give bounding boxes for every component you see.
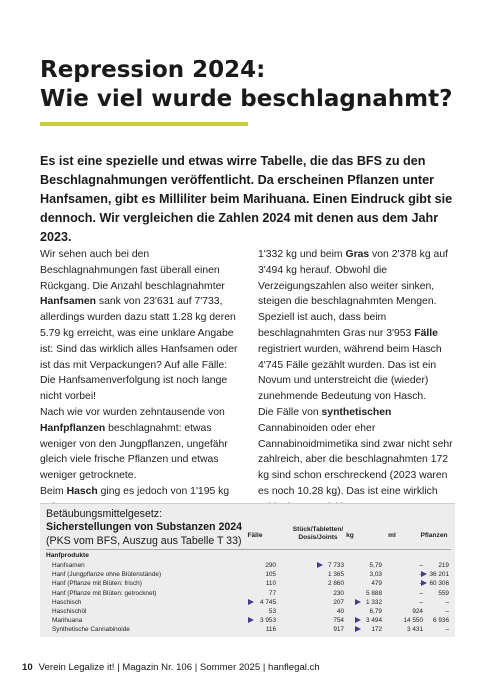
paragraph: Die Fälle von synthetischen Cannabinoiden oder eher Cannabinoidmimetika sind zwar nicht sehr zahlreich, aber die beschlagnahmten 172 kg sind schon erschreckend (2023 waren es noch 10.28 kg). Das ist eine wirklich (258, 406, 453, 497)
table-row (46, 589, 451, 598)
table-row (46, 616, 451, 625)
cell-faelle: 3 953 (260, 617, 276, 625)
row-label: Haschisch (52, 598, 82, 606)
row-label: Marihuana (52, 617, 83, 625)
row-label: Hanf (Jungpflanze ohne Blütenstände) (52, 571, 162, 579)
page-footer (22, 662, 320, 674)
cell-pflanzen: – (445, 598, 449, 606)
increase-marker-icon (355, 626, 361, 632)
row-label: Hanf (Pflanze mit Blüten: getrocknet) (52, 589, 157, 597)
increase-marker-icon (355, 599, 361, 605)
increase-marker-icon (317, 562, 323, 568)
cell-kg: 3 494 (366, 617, 382, 625)
cell-stueck: 2 860 (328, 580, 344, 588)
cell-stueck: 1 365 (328, 571, 344, 579)
column-header-stueck: Stück/Tabletten/ Dosis/Joints (292, 526, 344, 541)
cell-kg: 5,79 (369, 562, 382, 569)
seizures-table (40, 503, 455, 637)
cell-stueck: 7 733 (328, 562, 344, 569)
title-line-1: Repression 2024: (40, 57, 266, 83)
cell-kg: 1 332 (366, 598, 382, 606)
cell-kg: 479 (371, 580, 382, 588)
title-line-2: Wie viel wurde beschlagnahmt? (40, 86, 453, 112)
column-header-ml: ml (388, 532, 396, 539)
table-divider (46, 549, 451, 550)
cell-faelle: 4 745 (260, 598, 276, 606)
body-column-left (40, 247, 238, 516)
cell-faelle: 105 (265, 571, 276, 579)
column-header-faelle: Fälle (247, 532, 263, 539)
cell-stueck: 917 (333, 626, 344, 634)
table-row (46, 625, 451, 634)
row-label: Synthetische Cannabinoide (52, 626, 130, 634)
table-row (46, 598, 451, 607)
cell-ml: – (419, 580, 423, 588)
cell-stueck: 754 (333, 617, 344, 625)
row-label: Haschischöl (52, 608, 87, 615)
table-heading-2: Sicherstellungen von Substanzen 2024 (46, 521, 243, 533)
table-row (46, 570, 451, 579)
cell-ml: – (419, 571, 423, 579)
cell-kg: 172 (371, 626, 382, 634)
column-header-pflanzen: Pflanzen (420, 532, 448, 539)
paragraph: 1'332 kg und beim Gras von 2'378 kg auf 3'494 kg herauf. Obwohl die Verzeigungszahlen also weiter sinken, steigen die beschlagnahmten Mengen. (258, 249, 448, 308)
table-row (46, 607, 451, 616)
column-header-kg: kg (346, 532, 354, 539)
cell-pflanzen: – (445, 626, 449, 634)
cell-faelle: 110 (265, 580, 276, 588)
cell-faelle: 77 (268, 589, 276, 597)
increase-marker-icon (248, 599, 254, 605)
cell-ml: 3 431 (407, 626, 423, 634)
paragraph: Wir sehen auch bei den Beschlagnahmungen fast überall einen Rückgang. Die Anzahl beschlagnahmter Hanfsamen sank von 23'631 auf 7'733, allerdings wurden dazu statt 1.28 kg deren 5.79 kg erreicht, was eine unklare Angabe ist: Sind das wirklich alles Hanfsamen oder ist das mit Verpackungen? Auf alle Fälle: Die Hanfsamenverfolgung ist noch lange nicht vorbei! (40, 249, 238, 403)
increase-marker-icon (248, 617, 254, 623)
cell-pflanzen: 60 306 (429, 580, 449, 588)
cell-faelle: 116 (265, 626, 276, 634)
cell-ml: 924 (412, 608, 423, 615)
cell-stueck: 40 (336, 608, 344, 615)
body-column-right (258, 247, 456, 516)
cell-stueck: 207 (333, 598, 344, 606)
cell-pflanzen: 559 (438, 589, 449, 597)
cell-faelle: 290 (265, 562, 276, 569)
cell-ml: 14 550 (403, 617, 423, 625)
table-heading-1: Betäubungsmittelgesetz: (46, 508, 163, 520)
cell-kg: 3,03 (369, 571, 382, 579)
page-number: 10 (22, 662, 33, 673)
table-heading-3: (PKS vom BFS, Auszug aus Tabelle T 33) (46, 535, 242, 547)
title-underline (40, 122, 248, 126)
paragraph: Beim Hasch ging es jedoch von 1'195 kg (40, 485, 230, 497)
table-group-label: Hanfprodukte (46, 552, 89, 559)
row-label: Hanf (Pflanze mit Blüten: frisch) (52, 580, 142, 588)
footer-text: Verein Legalize it! | Magazin Nr. 106 | Sommer 2025 | hanflegal.ch (38, 662, 320, 673)
cell-ml: – (419, 562, 423, 569)
article-title (40, 56, 470, 114)
increase-marker-icon (421, 571, 427, 577)
cell-pflanzen: 36 201 (429, 571, 449, 579)
cell-faelle: 53 (268, 608, 276, 615)
cell-ml: – (419, 589, 423, 597)
increase-marker-icon (355, 617, 361, 623)
cell-pflanzen: 6 936 (433, 617, 449, 625)
article-lead: Es ist eine spezielle und etwas wirre Tabelle, die das BFS zu den Beschlagnahmungen veröffentlicht. Da erscheinen Pflanzen unter Hanfsamen, gibt es Milliliter beim Marihuana. Einen Eindruck gibt sie dennoch. Wir vergleichen die Zahlen 2024 mit denen aus dem Jahr 2023. (40, 154, 453, 244)
increase-marker-icon (421, 580, 427, 586)
paragraph: Speziell ist auch, dass beim beschlagnahmten Gras nur 3'953 Fälle registriert wurden, während beim Hasch 4'745 Fälle gezählt wurden. Das ist ein Novum und unterstreicht die (wieder) zunehmende Bedeutung von Hasch. (258, 312, 442, 403)
cell-pflanzen: 219 (438, 562, 449, 569)
row-label: Hanfsamen (52, 562, 85, 569)
cell-pflanzen: – (445, 608, 449, 615)
paragraph: Nach wie vor wurden zehntausende von Hanfpflanzen beschlagnahmt: etwas weniger von den Jungpflanzen, ungefähr gleich viele frische Pflanzen und etwas weniger getrocknete. (40, 406, 228, 482)
cell-stueck: 230 (333, 589, 344, 597)
table-row (46, 579, 451, 588)
cell-kg: 5 888 (366, 589, 382, 597)
cell-kg: 6,79 (369, 608, 382, 615)
cell-ml: – (419, 598, 423, 606)
table-row (46, 561, 451, 570)
